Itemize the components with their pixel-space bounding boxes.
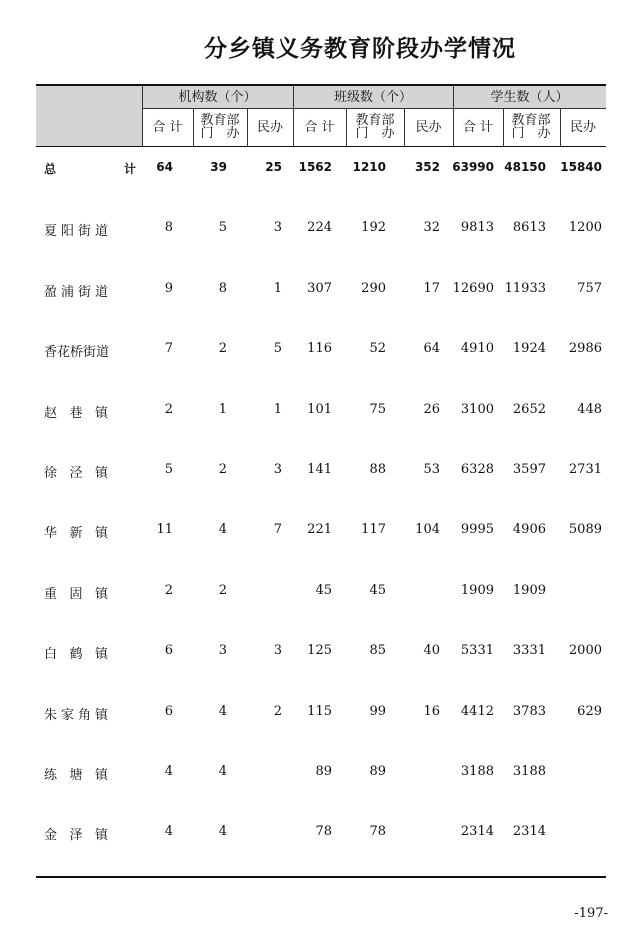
subheader-total: 合 计: [304, 119, 335, 135]
cell-value: 141: [307, 462, 332, 477]
table-row: [36, 281, 606, 301]
cell-value: 89: [369, 764, 386, 779]
cell-value: 9813: [460, 220, 494, 236]
cell-value: 11933: [504, 280, 546, 296]
group-header-classes: 班级数（个）: [333, 89, 412, 105]
header-bottom-rule: [36, 146, 606, 147]
table-row: [36, 583, 606, 603]
cell-value: 2000: [568, 643, 602, 659]
cell-value: 1: [273, 280, 282, 296]
cell-value: 1210: [352, 160, 386, 174]
cell-value: 5089: [568, 522, 602, 538]
row-name: 赵 巷 镇: [44, 405, 108, 421]
cell-value: 6: [164, 643, 173, 659]
cell-value: 45: [315, 582, 332, 598]
cell-value: 3: [273, 220, 282, 236]
table-row: [36, 341, 606, 361]
cell-value: 101: [307, 401, 332, 417]
table-row: [36, 824, 606, 844]
cell-value: 88: [369, 462, 386, 477]
cell-value: 64: [156, 160, 173, 174]
cell-value: 2: [273, 703, 282, 719]
cell-value: 192: [361, 220, 386, 236]
cell-value: 2: [218, 462, 227, 477]
cell-value: 1562: [298, 160, 332, 174]
cell-value: 25: [265, 160, 282, 174]
cell-value: 125: [307, 643, 332, 659]
subheader-private: 民办: [415, 119, 442, 135]
row-name: 朱 家 角 镇: [44, 707, 108, 723]
cell-value: 11: [156, 522, 173, 538]
cell-value: 5: [164, 462, 173, 477]
row-name: 总 计: [44, 162, 136, 176]
col-divider: [503, 108, 504, 146]
group-header-students: 学生数（人）: [490, 89, 569, 105]
cell-value: 3597: [512, 462, 546, 477]
cell-value: 2986: [568, 341, 602, 357]
cell-value: 224: [307, 220, 332, 236]
cell-value: 3783: [512, 703, 546, 719]
row-name: 练 塘 镇: [44, 768, 108, 783]
cell-value: 4906: [512, 522, 546, 538]
table-row: [36, 220, 606, 240]
cell-value: 3: [218, 643, 227, 659]
table-row: [36, 764, 606, 784]
subheader-total: 合 计: [462, 119, 494, 135]
cell-value: 1: [273, 401, 282, 417]
table-row: [36, 643, 606, 663]
cell-value: 2: [164, 401, 173, 417]
header-stub-shade: [36, 86, 142, 146]
cell-value: 1909: [512, 582, 546, 598]
cell-value: 99: [369, 703, 386, 719]
cell-value: 1: [218, 401, 227, 417]
row-name: 香 花 桥 街 道: [44, 345, 110, 361]
table-bottom-rule: [36, 876, 606, 878]
cell-value: 4910: [460, 341, 494, 357]
cell-value: 4: [164, 764, 173, 779]
cell-value: 7: [273, 522, 282, 538]
cell-value: 64: [423, 341, 440, 357]
cell-value: 75: [369, 401, 386, 417]
row-name: 金 泽 镇: [44, 828, 108, 844]
group-header-institutions: 机构数（个）: [178, 89, 257, 105]
cell-value: 15840: [560, 160, 602, 174]
cell-value: 45: [369, 582, 386, 598]
cell-value: 4412: [460, 703, 494, 719]
cell-value: 8: [218, 280, 227, 296]
cell-value: 3100: [460, 401, 494, 417]
cell-value: 78: [315, 824, 332, 840]
cell-value: 117: [361, 522, 386, 538]
row-name: 白 鹤 镇: [44, 647, 108, 663]
cell-value: 26: [423, 401, 440, 417]
subheader-public: 教育部 门 办: [200, 113, 240, 141]
total-row: [36, 160, 606, 180]
cell-value: 4: [218, 703, 227, 719]
cell-value: 3331: [512, 643, 546, 659]
cell-value: 757: [577, 280, 602, 296]
subheader-private: 民办: [256, 119, 283, 135]
cell-value: 307: [307, 280, 332, 296]
cell-value: 89: [315, 764, 332, 779]
table-row: [36, 462, 606, 482]
cell-value: 48150: [504, 160, 546, 174]
cell-value: 8: [164, 220, 173, 236]
col-divider: [346, 108, 347, 146]
cell-value: 6: [164, 703, 173, 719]
cell-value: 32: [423, 220, 440, 236]
cell-value: 1924: [512, 341, 546, 357]
cell-value: 39: [210, 160, 227, 174]
cell-value: 12690: [452, 280, 494, 296]
page-title: 分乡镇义务教育阶段办学情况: [204, 36, 516, 62]
row-name: 重 固 镇: [44, 586, 108, 602]
row-name: 夏 阳 街 道: [44, 224, 108, 240]
cell-value: 629: [577, 703, 602, 719]
cell-value: 3: [273, 643, 282, 659]
table-row: [36, 522, 606, 542]
cell-value: 4: [218, 824, 227, 840]
page-number: -197-: [574, 906, 608, 921]
cell-value: 52: [369, 341, 386, 357]
row-name: 徐 泾 镇: [44, 466, 108, 481]
subheader-private: 民办: [569, 119, 596, 135]
cell-value: 3188: [460, 764, 494, 779]
subheader-public: 教育部 门 办: [355, 113, 395, 141]
row-name: 华 新 镇: [44, 526, 108, 542]
cell-value: 448: [577, 401, 602, 417]
cell-value: 40: [423, 643, 440, 659]
cell-value: 78: [369, 824, 386, 840]
cell-value: 116: [307, 341, 332, 357]
cell-value: 290: [361, 280, 386, 296]
cell-value: 2314: [512, 824, 546, 840]
cell-value: 1200: [568, 220, 602, 236]
cell-value: 221: [307, 522, 332, 538]
cell-value: 2314: [460, 824, 494, 840]
cell-value: 63990: [452, 160, 494, 174]
cell-value: 2: [218, 582, 227, 598]
table-row: [36, 704, 606, 724]
cell-value: 104: [415, 522, 440, 538]
cell-value: 17: [423, 280, 440, 296]
cell-value: 16: [423, 703, 440, 719]
cell-value: 115: [307, 703, 332, 719]
cell-value: 5: [273, 341, 282, 357]
cell-value: 3188: [512, 764, 546, 779]
cell-value: 4: [218, 764, 227, 779]
cell-value: 85: [369, 643, 386, 659]
cell-value: 2: [218, 341, 227, 357]
cell-value: 2652: [512, 401, 546, 417]
cell-value: 352: [414, 160, 440, 174]
cell-value: 4: [218, 522, 227, 538]
subheader-public: 教育部 门 办: [511, 113, 551, 141]
cell-value: 8613: [512, 220, 546, 236]
cell-value: 5: [218, 220, 227, 236]
subheader-total: 合 计: [152, 119, 183, 135]
cell-value: 2: [164, 582, 173, 598]
cell-value: 9: [164, 280, 173, 296]
cell-value: 7: [164, 341, 173, 357]
cell-value: 1909: [460, 582, 494, 598]
cell-value: 2731: [568, 462, 602, 477]
cell-value: 53: [423, 462, 440, 477]
cell-value: 6328: [460, 462, 494, 477]
row-name: 盈 浦 街 道: [44, 284, 108, 300]
cell-value: 3: [273, 462, 282, 477]
col-divider: [193, 108, 194, 146]
table-row: [36, 402, 606, 422]
cell-value: 4: [164, 824, 173, 840]
cell-value: 9995: [460, 522, 494, 538]
cell-value: 5331: [460, 643, 494, 659]
